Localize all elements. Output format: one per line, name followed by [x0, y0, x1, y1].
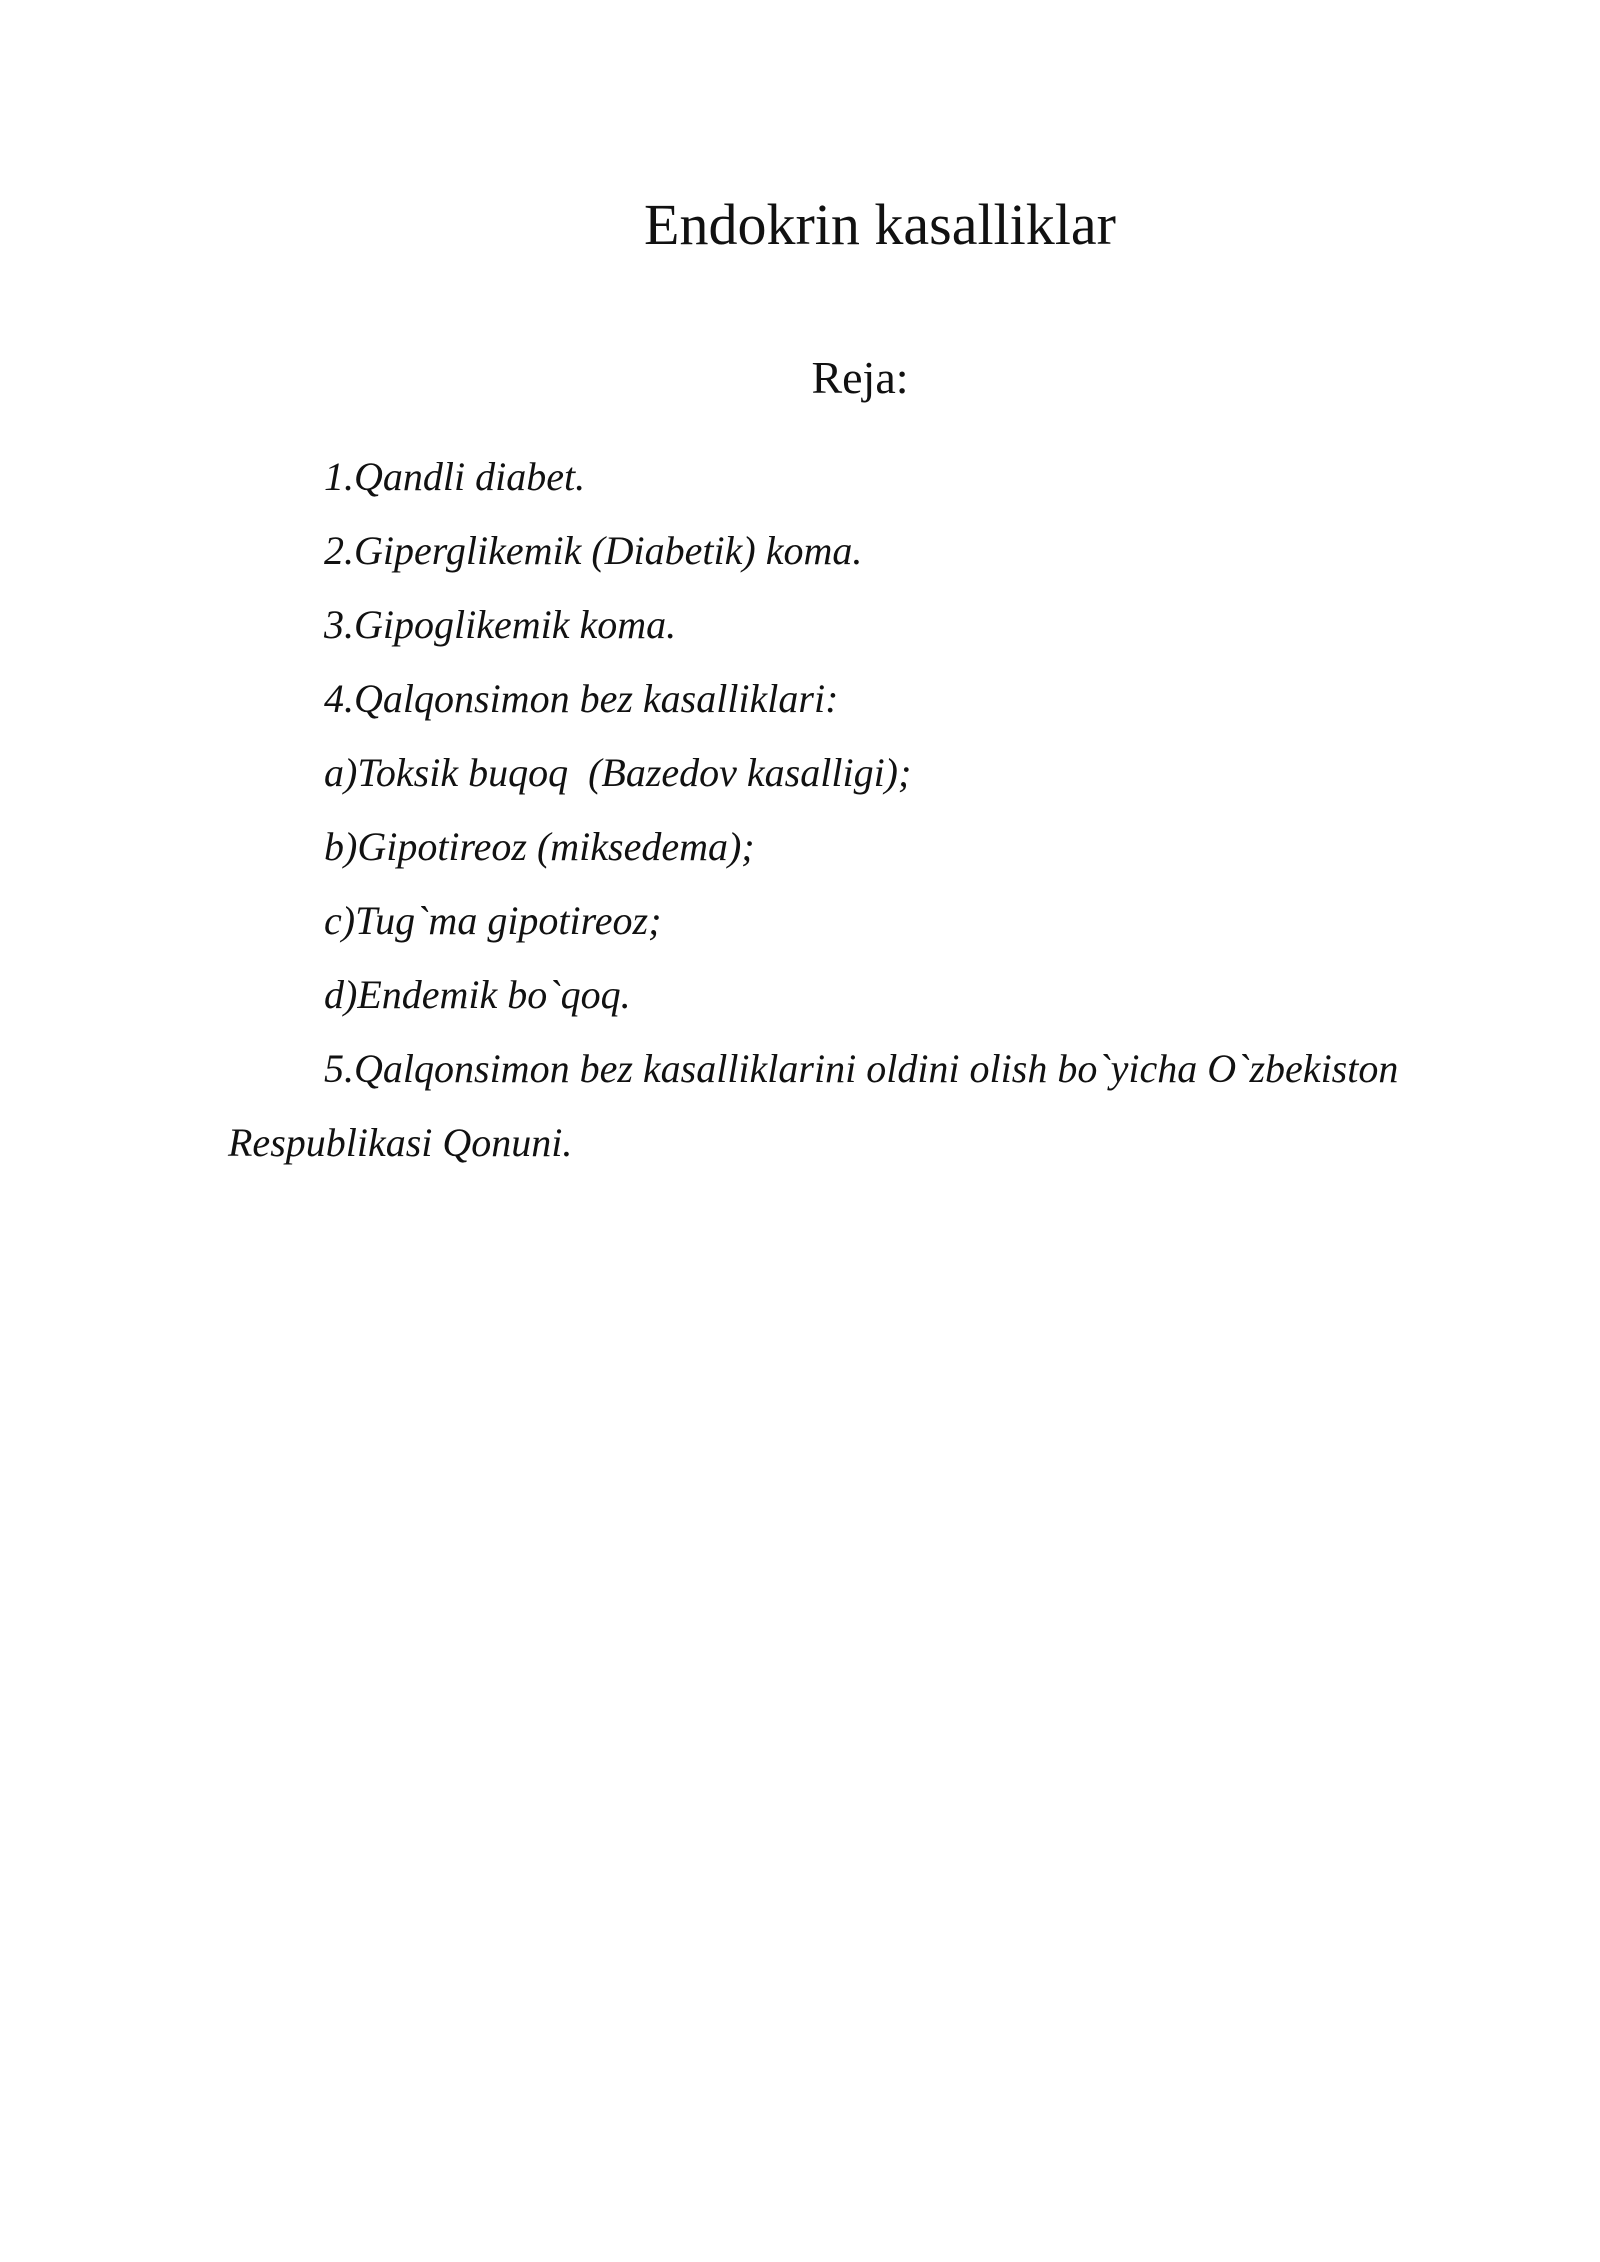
plan-item: 2.Giperglikemik (Diabetik) koma. — [324, 528, 863, 573]
document-title: Endokrin kasalliklar — [644, 192, 1116, 257]
plan-subitem: d)Endemik bo`qoq. — [324, 972, 631, 1017]
plan-item: 1.Qandli diabet. — [324, 454, 586, 499]
plan-item: 3.Gipoglikemik koma. — [324, 602, 677, 647]
plan-item: 4.Qalqonsimon bez kasalliklari: — [324, 676, 839, 721]
plan-heading: Reja: — [811, 352, 909, 403]
plan-subitem: b)Gipotireoz (miksedema); — [324, 824, 755, 869]
plan-list — [228, 440, 1498, 1180]
plan-subitem: c)Tug`ma gipotireoz; — [324, 898, 662, 943]
plan-item: 5.Qalqonsimon bez kasalliklarini oldini olish bo`yicha O`zbekiston Respublikasi Qonuni. — [228, 1046, 1399, 1165]
plan-subitem: a)Toksik buqoq (Bazedov kasalligi); — [324, 750, 912, 795]
